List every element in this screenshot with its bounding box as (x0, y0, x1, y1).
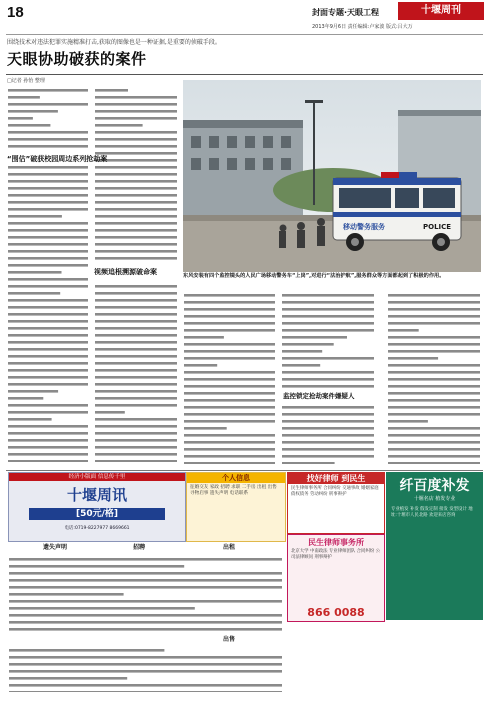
text-line (8, 173, 88, 176)
ad-personal-info[interactable] (186, 472, 286, 542)
text-line (8, 271, 62, 274)
text-line (388, 364, 480, 367)
ad-weekly-classifieds[interactable] (8, 472, 186, 542)
text-line (282, 385, 374, 388)
text-column-3 (183, 292, 276, 464)
text-line (9, 558, 282, 561)
text-line (282, 434, 374, 437)
text-line (8, 89, 88, 92)
text-line (388, 329, 419, 332)
text-line (9, 565, 184, 568)
text-line (184, 406, 275, 409)
text-line (8, 285, 88, 288)
subhead-2: 视频追根溯源破命案 (94, 268, 157, 276)
text-line (388, 420, 428, 423)
text-line (282, 357, 374, 360)
text-line (95, 306, 177, 309)
text-line (388, 294, 480, 297)
brand-badge: 十堰周刊 (398, 2, 484, 20)
text-line (388, 322, 480, 325)
text-line (95, 313, 177, 316)
text-line (388, 392, 480, 395)
text-line (8, 460, 88, 462)
classifieds-block (8, 542, 283, 692)
text-line (282, 336, 347, 339)
text-line (9, 572, 282, 575)
ad-price-banner: [50元/格] (29, 508, 165, 520)
text-line (8, 131, 88, 134)
ad-title: 纤百度补发 (399, 478, 470, 494)
text-line (8, 257, 88, 260)
text-line (8, 292, 60, 295)
text-line (184, 441, 275, 444)
ad-law-firm[interactable] (287, 534, 385, 622)
text-line (388, 385, 480, 388)
text-line (95, 453, 177, 456)
text-lines (387, 292, 481, 464)
text-line (95, 180, 177, 183)
text-line (95, 103, 177, 106)
text-line (95, 166, 177, 169)
text-line (184, 343, 275, 346)
text-line (95, 285, 177, 288)
text-line (95, 439, 177, 442)
text-line (9, 614, 282, 617)
text-line (95, 250, 177, 253)
text-line (282, 301, 374, 304)
text-line (95, 369, 177, 372)
text-line (282, 343, 334, 346)
text-line (9, 586, 282, 589)
text-line (95, 117, 177, 120)
text-line (8, 376, 88, 379)
ad-body: 征婚交友 家政 招聘 求职 二手房 出租 出售 寻物启事 遗失声明 电话联系 (190, 485, 277, 496)
text-line (95, 159, 177, 162)
text-line (8, 348, 88, 351)
article-headline: 天眼协助破获的案件 (7, 50, 147, 68)
text-line (388, 378, 480, 381)
text-line (8, 278, 88, 281)
text-line (95, 89, 128, 92)
text-line (282, 441, 374, 444)
text-line (388, 427, 480, 430)
page-number: 18 (7, 4, 24, 21)
text-line (95, 243, 177, 246)
ad-phone: 866 0088 (307, 606, 365, 619)
text-line (95, 110, 177, 113)
classified-text (8, 542, 283, 692)
text-line (282, 350, 322, 353)
text-line (282, 427, 374, 430)
text-line (95, 432, 177, 435)
text-line (8, 411, 88, 414)
text-line (95, 131, 177, 134)
text-line (8, 215, 62, 218)
text-line (8, 299, 88, 302)
subhead-1: “围估”破获校园周边系列抢劫案 (7, 155, 108, 163)
text-line (388, 399, 480, 402)
text-line (8, 194, 88, 197)
text-line (95, 145, 177, 148)
dateline: 2013年9月6日 责任编辑:卢家波 版式:吕大万 (312, 24, 413, 30)
text-line (95, 124, 143, 127)
text-line (95, 411, 125, 414)
text-line (8, 264, 88, 267)
text-line (95, 173, 177, 176)
ad-body: 北京大学 中南政法 专业律师团队 合同纠纷 公司法律顾问 刑事辩护 (291, 549, 381, 560)
text-line (95, 222, 177, 225)
ad-phone-line: 电话:0719-8227977 8669661 (64, 526, 130, 531)
text-line (8, 362, 88, 365)
text-lines (7, 87, 89, 462)
text-line (8, 110, 58, 113)
text-line (184, 357, 275, 360)
text-line (184, 322, 275, 325)
ad-tagline: 经济小版面 信息传千里 (9, 473, 185, 481)
text-line (8, 166, 88, 169)
classified-heading: 出售 (223, 636, 236, 643)
text-line (95, 236, 177, 239)
ad-subtitle: 十堰名店 植发专业 (413, 496, 456, 502)
text-line (8, 117, 33, 120)
subhead-3: 监控锁定抢劫案件嫌疑人 (283, 392, 355, 400)
text-line (8, 397, 43, 400)
text-line (282, 322, 374, 325)
text-lines (281, 292, 375, 464)
text-line (95, 397, 177, 400)
text-line (8, 327, 88, 330)
text-line (95, 327, 177, 330)
text-line (282, 406, 374, 409)
text-line (282, 462, 335, 464)
text-line (184, 455, 275, 458)
text-line (8, 96, 40, 99)
text-line (282, 420, 374, 423)
text-line (8, 145, 88, 148)
text-line (95, 299, 177, 302)
text-line (8, 236, 88, 239)
text-line (9, 691, 282, 692)
headline-rule (6, 74, 483, 75)
text-line (388, 308, 480, 311)
text-line (8, 383, 88, 386)
ad-body: 专业植发 补发 假发定制 接发 发型设计 地址:十堰市人民北路 欢迎来店咨询 (391, 507, 473, 518)
text-line (8, 355, 88, 358)
text-line (388, 371, 480, 374)
ad-body: 民生律师事务所 合同纠纷 交通事故 婚姻家庭 债权债务 劳动纠纷 刑事辩护 (291, 486, 379, 497)
ad-section-rule (6, 470, 483, 471)
text-line (184, 301, 275, 304)
text-line (8, 103, 88, 106)
classified-heading: 遗失声明 (43, 544, 68, 551)
text-line (388, 434, 480, 437)
text-line (9, 684, 282, 687)
text-line (184, 399, 275, 402)
text-line (184, 336, 224, 339)
text-line (95, 194, 177, 197)
text-line (95, 446, 177, 449)
text-line (8, 180, 88, 183)
text-line (9, 649, 164, 652)
text-line (95, 390, 177, 393)
text-lines (183, 292, 276, 464)
ad-title: 民生律师事务所 (308, 538, 364, 547)
text-line (184, 427, 227, 430)
text-line (282, 455, 374, 458)
text-line (8, 425, 88, 428)
text-line (184, 308, 275, 311)
text-line (282, 378, 374, 381)
text-line (8, 369, 88, 372)
ad-lawyer[interactable] (287, 472, 385, 534)
text-line (8, 208, 88, 211)
text-line (8, 418, 52, 421)
text-line (8, 201, 88, 204)
text-line (8, 313, 88, 316)
text-line (282, 308, 374, 311)
text-line (184, 448, 275, 451)
text-line (95, 208, 177, 211)
text-line (9, 677, 127, 680)
text-line (282, 294, 374, 297)
text-line (8, 390, 58, 393)
text-line (184, 378, 275, 381)
text-line (95, 257, 177, 260)
ad-title: 个人信息 (187, 473, 285, 483)
text-line (8, 243, 88, 246)
text-line (184, 420, 275, 423)
text-line (184, 434, 275, 437)
text-line (95, 460, 177, 462)
text-line (184, 385, 275, 388)
ad-title: 找好律师 到民生 (288, 473, 384, 484)
text-line (95, 152, 177, 155)
text-line (95, 418, 177, 421)
article-deck: 围绕技术对违法犯罪实施精准打击,获取的图像也是一种证据,是重要的侦破手段。 (7, 39, 221, 46)
text-line (95, 215, 177, 218)
text-line (95, 320, 177, 323)
ad-title: 十堰周讯 (66, 486, 127, 504)
text-line (8, 404, 88, 407)
text-line (282, 315, 374, 318)
text-line (388, 406, 480, 409)
text-column-1 (7, 87, 89, 462)
text-line (184, 462, 275, 464)
text-line (95, 201, 177, 204)
text-line (9, 670, 282, 673)
photo-caption: 东风安装有四个监控镜头的人民广场移动警务车“上岗”,对进行“法治护航”,服务群众等方面都起到了积极的作用。 (183, 273, 445, 279)
text-line (184, 364, 217, 367)
text-line (95, 383, 177, 386)
police-label: POLICE (423, 223, 452, 231)
text-line (388, 357, 438, 360)
text-line (95, 341, 177, 344)
text-line (95, 355, 177, 358)
text-line (9, 663, 282, 666)
text-line (388, 455, 480, 458)
text-line (8, 453, 88, 456)
text-line (184, 392, 275, 395)
text-line (95, 376, 177, 379)
text-line (388, 448, 480, 451)
section-title: 封面专题·天眼工程 (312, 8, 380, 17)
article-byline: □记者 孙怡 整理 (7, 78, 45, 84)
text-line (95, 138, 177, 141)
text-line (9, 621, 282, 624)
text-line (95, 404, 177, 407)
text-line (8, 222, 88, 225)
text-line (388, 413, 480, 416)
text-line (9, 607, 195, 610)
text-line (95, 425, 177, 428)
text-line (9, 593, 124, 596)
text-line (184, 294, 275, 297)
text-line (8, 250, 88, 253)
text-line (95, 229, 177, 232)
text-line (388, 336, 480, 339)
vehicle-label: 移动警务服务 (343, 223, 385, 231)
text-line (95, 334, 177, 337)
text-line (9, 656, 282, 659)
classified-heading: 出租 (223, 544, 236, 551)
text-line (8, 432, 88, 435)
text-line (8, 341, 88, 344)
text-line (184, 350, 275, 353)
text-line (388, 441, 480, 444)
text-line (8, 306, 88, 309)
text-line (8, 320, 88, 323)
text-line (388, 315, 480, 318)
classified-heading: 招聘 (133, 544, 146, 551)
text-line (388, 301, 480, 304)
text-line (282, 329, 374, 332)
masthead-rule (6, 34, 483, 35)
text-line (8, 229, 88, 232)
text-line (9, 600, 282, 603)
text-line (282, 448, 374, 451)
text-line (9, 628, 282, 631)
text-line (388, 350, 480, 353)
text-line (8, 439, 88, 442)
text-line (8, 124, 50, 127)
text-line (282, 364, 320, 367)
text-line (282, 413, 374, 416)
text-line (95, 362, 177, 365)
text-line (95, 96, 177, 99)
text-line (95, 348, 177, 351)
text-line (9, 579, 282, 582)
text-line (282, 371, 374, 374)
text-column-4 (281, 292, 375, 464)
text-line (8, 334, 88, 337)
text-line (184, 329, 275, 332)
text-line (8, 187, 88, 190)
text-line (95, 187, 177, 190)
text-line (8, 138, 88, 141)
text-column-5 (387, 292, 481, 464)
text-line (95, 292, 177, 295)
ad-hair-clinic[interactable] (386, 472, 483, 620)
text-line (184, 413, 275, 416)
text-line (184, 315, 275, 318)
text-line (388, 343, 480, 346)
text-line (184, 371, 275, 374)
text-line (8, 446, 88, 449)
article-photo (183, 80, 481, 272)
text-line (388, 462, 480, 464)
